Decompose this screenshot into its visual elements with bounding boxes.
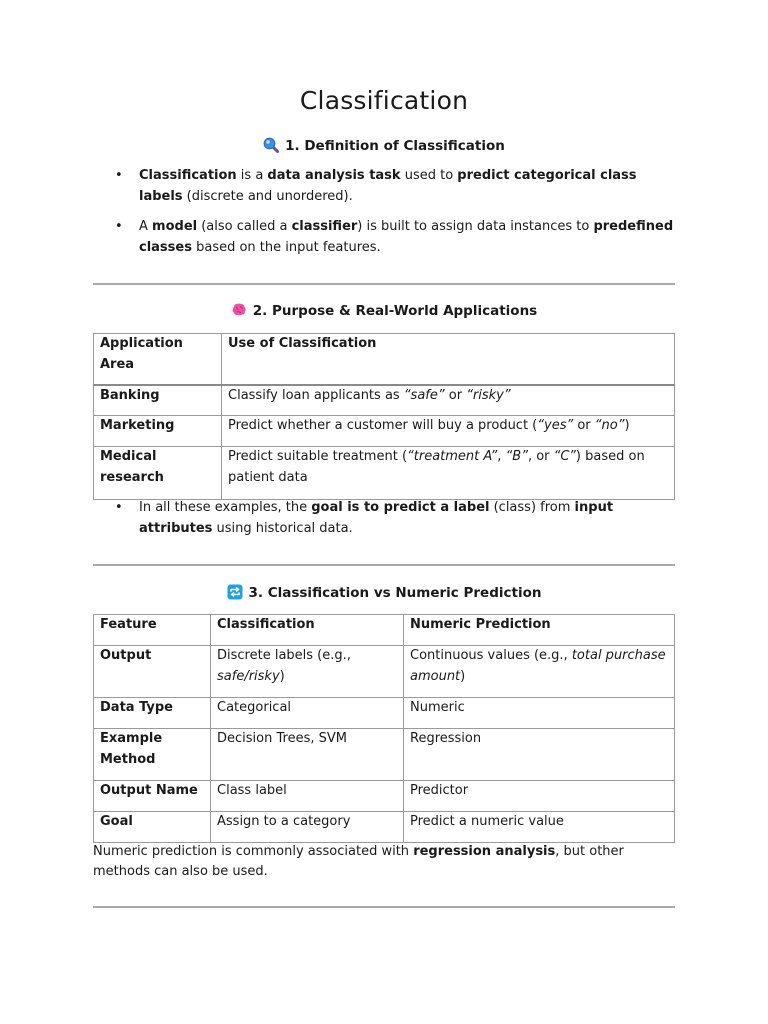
comparison-table: [93, 614, 675, 843]
table-cell: Assign to a category: [211, 812, 404, 843]
table-row: [94, 447, 675, 500]
column-header: Classification: [211, 615, 404, 646]
row-label: Data Type: [94, 698, 211, 729]
magnifying-glass-icon: [263, 137, 279, 153]
list-item: • Classification is a data analysis task used to predict categorical class labels (discrete and unordered).: [93, 166, 675, 207]
list-item: • In all these examples, the goal is to predict a label (class) from input attributes using historical data.: [93, 498, 675, 539]
section-divider: [93, 283, 675, 285]
list-item: • A model (also called a classifier) is built to assign data instances to predefined classes based on the input features.: [93, 217, 675, 258]
table-cell: Predict a numeric value: [404, 812, 675, 843]
table-cell: Continuous values (e.g., total purchase amount): [404, 646, 675, 698]
row-label: Medical research: [94, 447, 222, 500]
section-divider: [93, 564, 675, 566]
section-1-heading-text: 1. Definition of Classification: [285, 138, 505, 154]
table-header-row: [94, 334, 675, 385]
column-header: Numeric Prediction: [404, 615, 675, 646]
table-cell: Predictor: [404, 781, 675, 812]
table-cell: Regression: [404, 729, 675, 781]
section-1-bullets: [93, 166, 675, 258]
table-header-row: [94, 615, 675, 646]
column-header: Application Area: [94, 334, 222, 385]
table-row: [94, 385, 675, 416]
section-2-heading-text: 2. Purpose & Real-World Applications: [252, 303, 538, 319]
section-3-heading: [93, 584, 675, 601]
table-cell: Decision Trees, SVM: [211, 729, 404, 781]
column-header: Use of Classification: [222, 334, 675, 385]
table-row: [94, 729, 675, 781]
row-label: Output: [94, 646, 211, 698]
row-label: Example Method: [94, 729, 211, 781]
section-divider: [93, 906, 675, 908]
section-3-note: Numeric prediction is commonly associated with regression analysis, but other methods can also be used.: [93, 844, 624, 879]
row-label: Goal: [94, 812, 211, 843]
row-label: Banking: [94, 385, 222, 416]
table-cell: Predict suitable treatment (“treatment A”, “B”, or “C”) based on patient data: [222, 447, 675, 500]
table-row: [94, 812, 675, 843]
section-3-heading-text: 3. Classification vs Numeric Prediction: [248, 585, 542, 601]
brain-icon: [231, 302, 247, 318]
table-cell: Categorical: [211, 698, 404, 729]
table-cell: Numeric: [404, 698, 675, 729]
column-header: Feature: [94, 615, 211, 646]
applications-table: [93, 333, 675, 500]
table-cell: Classify loan applicants as “safe” or “risky”: [222, 385, 675, 416]
page-title: Classification: [299, 86, 469, 115]
row-label: Marketing: [94, 416, 222, 447]
table-cell: Predict whether a customer will buy a product (“yes” or “no”): [222, 416, 675, 447]
section-2-note: [93, 498, 675, 539]
table-row: [94, 646, 675, 698]
repeat-arrows-icon: [227, 584, 243, 600]
table-row: [94, 698, 675, 729]
table-cell: Class label: [211, 781, 404, 812]
section-1-heading: [93, 137, 675, 154]
table-row: [94, 416, 675, 447]
section-2-heading: [93, 302, 675, 319]
table-row: [94, 781, 675, 812]
table-cell: Discrete labels (e.g., safe/risky): [211, 646, 404, 698]
row-label: Output Name: [94, 781, 211, 812]
